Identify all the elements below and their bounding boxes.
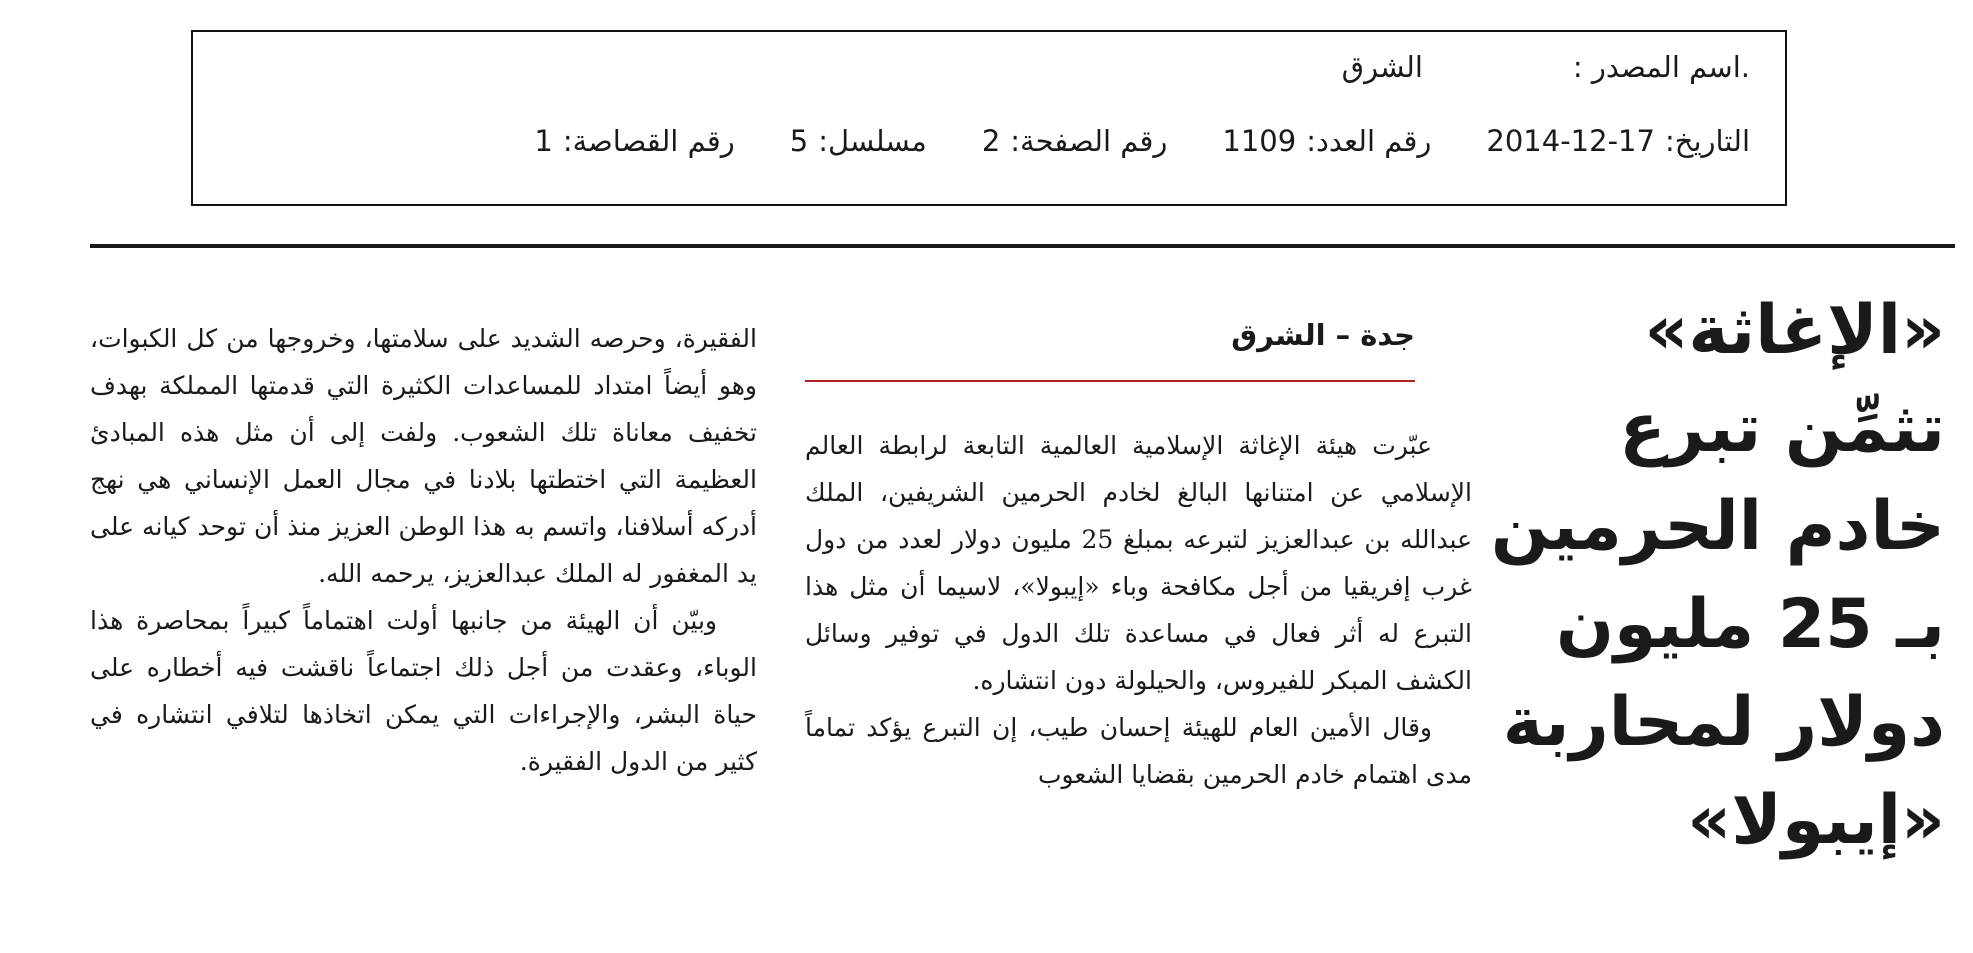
- article-column-middle: [805, 422, 1472, 798]
- page-number-field: [982, 124, 1168, 158]
- issue-number-field: [1222, 124, 1431, 158]
- source-label: .اسم المصدر :: [1572, 50, 1750, 84]
- section-divider: [90, 244, 1955, 248]
- paragraph: وقال الأمين العام للهيئة إحسان طيب، إن التبرع يؤكد تماماً مدى اهتمام خادم الحرمين بقضايا الشعوب: [805, 713, 1472, 789]
- issue-details-row: [479, 124, 1750, 158]
- source-value: الشرق: [1341, 50, 1423, 84]
- source-row: [1342, 50, 1750, 84]
- headline-line: خادم الحرمين: [1490, 487, 1945, 566]
- date-field: [1486, 124, 1750, 158]
- serial-label: مسلسل:: [818, 124, 927, 158]
- issue-number-label: رقم العدد:: [1306, 124, 1432, 158]
- byline-underline: [805, 380, 1415, 382]
- clip-number-value: 1: [534, 124, 553, 158]
- page-number-value: 2: [981, 124, 1001, 158]
- article-byline: جدة – الشرق: [1231, 318, 1415, 352]
- paragraph: عبّرت هيئة الإغاثة الإسلامية العالمية التابعة لرابطة العالم الإسلامي عن امتنانها البالغ لخادم الحرمين الشريفين، الملك عبدالله بن عبدالعزيز لتبرعه بمبلغ 25 مليون دولار لعدد من دول غرب إفريقيا من أجل مكافحة وباء «إيبولا»، لاسيما أن مثل هذا التبرع له أثر فعال في مساعدة تلك الدول في توفير وسائل الكشف المبكر للفيروس، والحيلولة دون انتشاره.: [805, 431, 1472, 695]
- issue-number-value: 1109: [1222, 124, 1297, 158]
- headline-line: «إيبولا»: [1687, 781, 1945, 860]
- headline-line: بـ 25 مليون: [1555, 585, 1945, 664]
- headline-line: تثمِّن تبرع: [1619, 389, 1945, 468]
- clip-number-field: [534, 124, 734, 158]
- serial-field: [790, 124, 927, 158]
- article-column-left: [90, 315, 757, 785]
- article-headline: [1490, 282, 1945, 870]
- clip-number-label: رقم القصاصة:: [562, 124, 735, 158]
- page-number-label: رقم الصفحة:: [1010, 124, 1168, 158]
- clipping-metadata-box: [191, 30, 1787, 206]
- date-value: 2014-12-17: [1486, 124, 1655, 158]
- date-label: التاريخ:: [1664, 124, 1750, 158]
- headline-line: دولار لمحاربة: [1502, 683, 1945, 762]
- paragraph: وبيّن أن الهيئة من جانبها أولت اهتماماً كبيراً بمحاصرة هذا الوباء، وعقدت من أجل ذلك اجتماعاً ناقشت فيه أخطاره على حياة البشر، والإجراءات التي يمكن اتخاذها لتلافي انتشاره في كثير من الدول الفقيرة.: [90, 606, 757, 776]
- paragraph: الفقيرة، وحرصه الشديد على سلامتها، وخروجها من كل الكبوات، وهو أيضاً امتداد للمساعدات الكثيرة التي قدمتها المملكة بهدف تخفيف معاناة تلك الشعوب. ولفت إلى أن مثل هذه المبادئ العظيمة التي اختطتها بلادنا في مجال العمل الإنساني هي نهج أدركه أسلافنا، واتسم به هذا الوطن العزيز منذ أن توحد كيانه على يد المغفور له الملك عبدالعزيز، يرحمه الله.: [90, 324, 757, 588]
- serial-value: 5: [789, 124, 809, 158]
- headline-line: «الإغاثة»: [1644, 291, 1945, 370]
